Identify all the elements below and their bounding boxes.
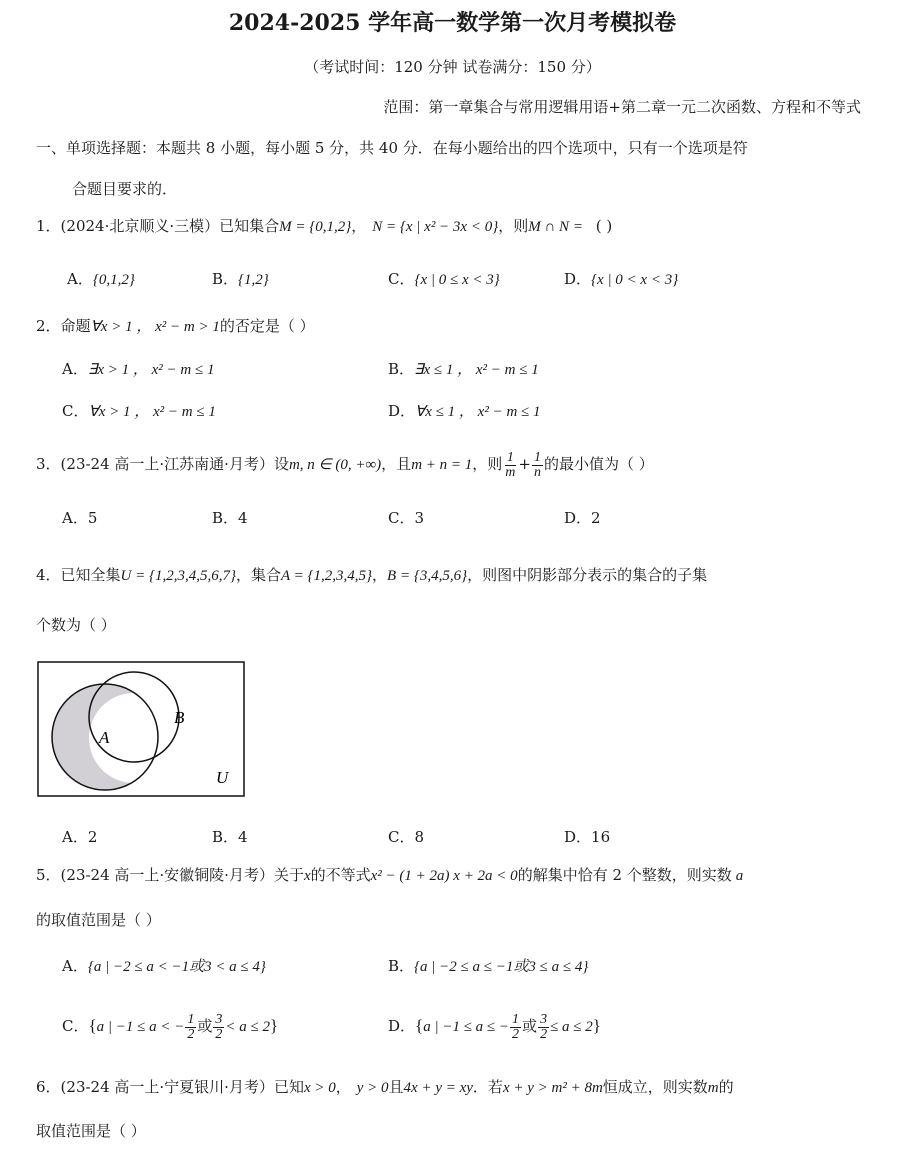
section-heading: 一、单项选择题：本题共 8 小题，每小题 5 分，共 40 分．在每小题给出的四个选项中，只有一个选项是符 [36,139,748,157]
q4-option-c[interactable]: C．8 [388,828,425,846]
q3-option-b[interactable]: B．4 [212,509,248,527]
label-u: U [216,768,229,787]
page-title: 2024-2025 学年高一数学第一次月考模拟卷 [228,10,677,36]
q3-option-a[interactable]: A．5 [62,509,98,527]
q4-option-d[interactable]: D．16 [564,828,611,846]
q5-option-a[interactable]: A．{a | −2 ≤ a < −1或3 < a ≤ 4} [62,957,266,975]
question-4: 4．已知全集U = {1,2,3,4,5,6,7}，集合A = {1,2,3,4,5}，B = {3,4,5,6}，则图中阴影部分表示的集合的子集 [36,566,708,584]
q5-option-c[interactable]: C．{a | −1 ≤ a < − $\frac{1}{2}$ 或 $\frac{3}{2}$ < a ≤ 2} [62,1011,279,1042]
fraction-1-over-n: $\frac{1}{n}$ [533,449,541,480]
question-1: 1．(2024·北京顺义·三模）已知集合M = {0,1,2}， N = {x | x² − 3x < 0}，则M ∩ N = ( ) [36,217,613,235]
question-4-cont: 个数为（ ） [36,616,116,634]
question-6: 6．(23-24 高一上·宁夏银川·月考）已知x > 0， y > 0且4x + y = xy．若x + y > m² + 8m恒成立，则实数m的 [36,1078,734,1096]
q2-option-b[interactable]: B．∃x ≤ 1 ， x² − m ≤ 1 [388,360,539,378]
q5-option-d[interactable]: D．{a | −1 ≤ a ≤ − $\frac{1}{2}$ 或 $\frac{3}{2}$ ≤ a ≤ 2} [388,1011,601,1042]
question-5-cont: 的取值范围是（ ） [36,911,161,929]
exam-scope: 范围：第一章集合与常用逻辑用语+第二章一元二次函数、方程和不等式 [383,98,861,116]
q5-option-b[interactable]: B．{a | −2 ≤ a ≤ −1或3 ≤ a ≤ 4} [388,957,589,975]
question-6-cont: 取值范围是（ ） [36,1122,146,1140]
question-2: 2．命题∀x > 1 ， x² − m > 1的否定是（ ） [36,317,315,335]
q4-option-a[interactable]: A．2 [62,828,98,846]
label-a: A [99,728,110,747]
label-b: B [174,708,185,727]
section-heading-cont: 合题目要求的． [72,180,178,198]
q1-option-d[interactable]: D．{x | 0 < x < 3} [564,270,679,288]
q1-option-c[interactable]: C．{x | 0 ≤ x < 3} [388,270,500,288]
q2-option-c[interactable]: C．∀x > 1 ， x² − m ≤ 1 [62,402,216,420]
q1-option-b[interactable]: B．{1,2} [212,270,269,288]
question-5: 5．(23-24 高一上·安徽铜陵·月考）关于x的不等式x² − (1 + 2a) x + 2a < 0的解集中恰有 2 个整数，则实数 a [36,866,744,884]
question-3: 3．(23-24 高一上·江苏南通·月考）设m, n ∈ (0, +∞)，且m + n = 1，则 $\frac{1}{m}$ + $\frac{1}{n}$ 的最小值为（ ） [36,449,654,480]
q3-option-c[interactable]: C．3 [388,509,425,527]
q1-option-a[interactable]: A．{0,1,2} [67,270,135,288]
fraction-1-over-m: $\frac{1}{m}$ [505,449,516,480]
q4-option-b[interactable]: B．4 [212,828,248,846]
venn-diagram [37,661,247,798]
q2-option-d[interactable]: D．∀x ≤ 1 ， x² − m ≤ 1 [388,402,541,420]
q2-option-a[interactable]: A．∃x > 1 ， x² − m ≤ 1 [62,360,215,378]
exam-info: （考试时间：120 分钟 试卷满分：150 分） [304,58,601,76]
q3-option-d[interactable]: D．2 [564,509,601,527]
